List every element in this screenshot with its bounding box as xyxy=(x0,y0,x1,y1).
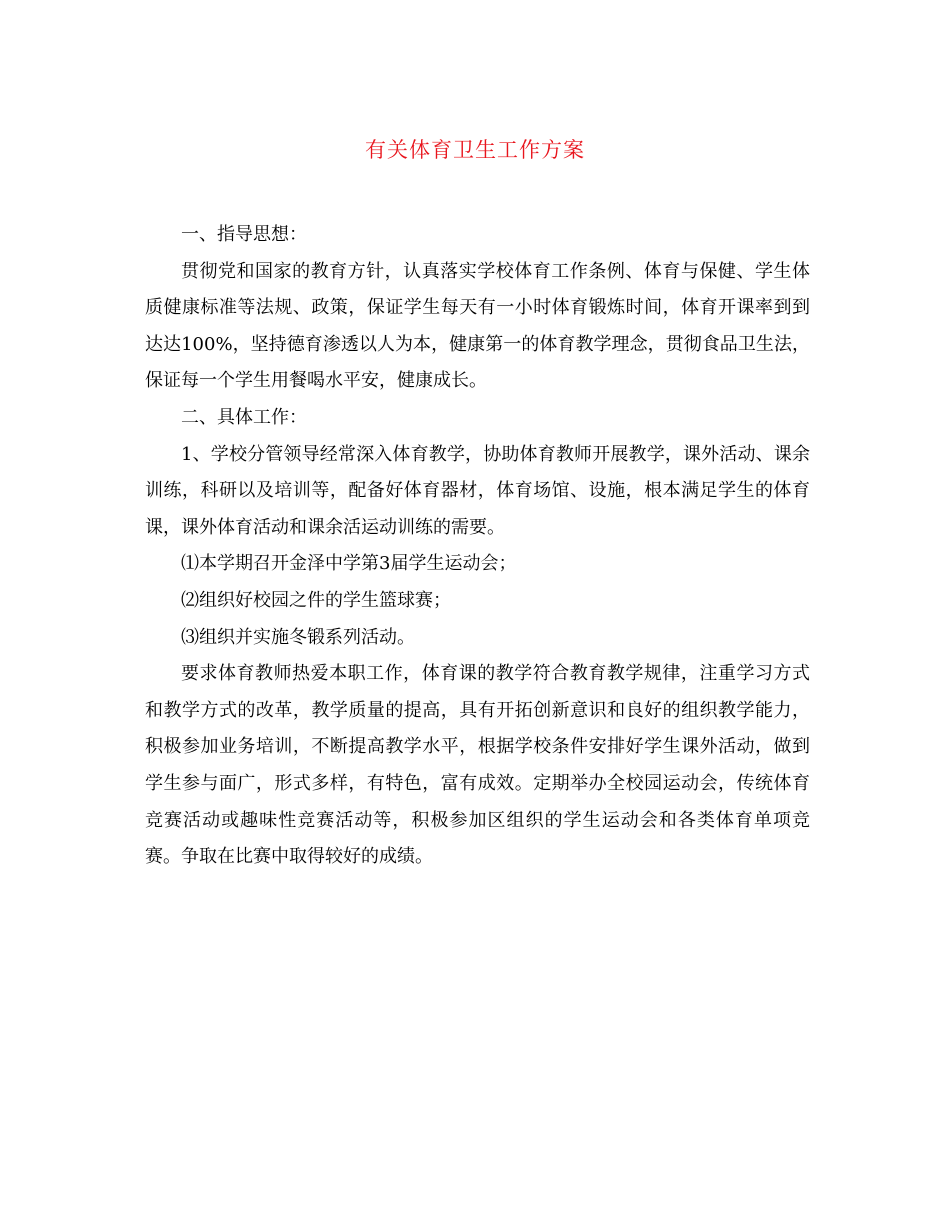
section-heading-specific-work: 二、具体工作： xyxy=(181,406,307,428)
list-item-sports-meet: ⑴本学期召开金泽中学第3届学生运动会； xyxy=(181,553,517,575)
list-item-winter-training: ⑶组织并实施冬锻系列活动。 xyxy=(181,626,415,648)
paragraph-work-item-1: 1、学校分管领导经常深入体育教学，协助体育教师开展教学，课外活动、课余训练，科研以及培训等，配备好体育器材，体育场馆、设施，根本满足学生的体育课，课外体育活动和课余活运动训练的需要。 xyxy=(145,443,810,538)
paragraph-guiding-ideology: 贯彻党和国家的教育方针，认真落实学校体育工作条例、体育与保健、学生体质健康标准等法规、政策，保证学生每天有一小时体育锻炼时间，体育开课率到到达达100%，坚持德育渗透以人为本，健康第一的体育教学理念，贯彻食品卫生法，保证每一个学生用餐喝水平安，健康成长。 xyxy=(145,260,810,392)
list-item-basketball: ⑵组织好校园之件的学生篮球赛； xyxy=(181,589,451,611)
paragraph-teacher-requirements: 要求体育教师热爱本职工作，体育课的教学符合教育教学规律，注重学习方式和教学方式的改革，教学质量的提高，具有开拓创新意识和良好的组织教学能力，积极参加业务培训，不断提高教学水平，根据学校条件安排好学生课外活动，做到学生参与面广，形式多样，有特色，富有成效。定期举办全校园运动会，传统体育竞赛活动或趣味性竞赛活动等，积极参加区组织的学生运动会和各类体育单项竞赛。争取在比赛中取得较好的成绩。 xyxy=(145,663,810,868)
document-body xyxy=(145,217,810,876)
section-heading-guiding-ideology: 一、指导思想： xyxy=(181,224,307,245)
document-title: 有关体育卫生工作方案 xyxy=(365,138,585,162)
